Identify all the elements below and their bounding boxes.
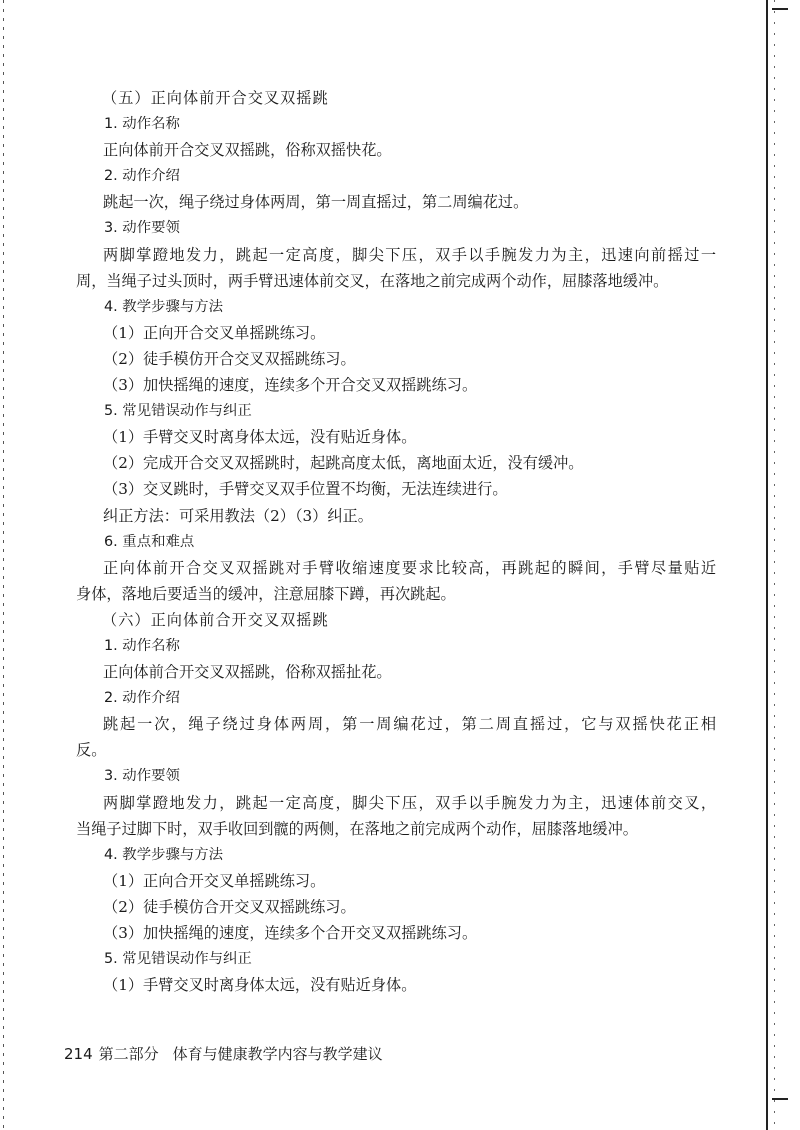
item-heading: 2. 动作介绍 xyxy=(104,168,180,185)
paragraph-line: 当绳子过脚下时，双手收回到髋的两侧，在落地之前完成两个动作，屈膝落地缓冲。 xyxy=(76,819,638,838)
step-line: （1）正向开合交叉单摇跳练习。 xyxy=(103,323,326,342)
footer-part: 第二部分 xyxy=(98,1045,159,1063)
footer-title: 体育与健康教学内容与教学建议 xyxy=(172,1045,383,1063)
item-heading: 3. 动作要领 xyxy=(104,768,180,785)
scan-edge-right-dots xyxy=(774,0,775,1130)
item-heading: 4. 教学步骤与方法 xyxy=(104,298,224,315)
step-line: （1）正向合开交叉单摇跳练习。 xyxy=(103,871,326,890)
item-heading: 3. 动作要领 xyxy=(104,220,180,237)
page-number: 214 xyxy=(64,1045,93,1063)
item-heading: 4. 教学步骤与方法 xyxy=(104,846,224,863)
item-heading: 1. 动作名称 xyxy=(104,637,180,654)
step-line: （3）加快摇绳的速度，连续多个合开交叉双摇跳练习。 xyxy=(103,924,478,942)
item-heading: 1. 动作名称 xyxy=(104,116,180,133)
paragraph-line: 正向体前合开交叉双摇跳，俗称双摇扯花。 xyxy=(103,663,392,682)
paragraph-line: 周，当绳子过头顶时，两手臂迅速体前交叉，在落地之前完成两个动作，屈膝落地缓冲。 xyxy=(76,271,669,290)
step-line: （3）交叉跳时，手臂交叉双手位置不均衡，无法连续进行。 xyxy=(103,480,508,499)
paragraph-line: 身体，落地后要适当的缓冲，注意屈膝下蹲，再次跳起。 xyxy=(76,584,456,603)
paragraph-line: 两脚掌蹬地发力，跳起一定高度，脚尖下压，双手以手腕发力为主，迅速向前摇过一 xyxy=(103,245,716,264)
item-heading: 5. 常见错误动作与纠正 xyxy=(104,403,252,420)
paragraph-line: 反。 xyxy=(76,741,107,760)
step-line: （2）完成开合交叉双摇跳时，起跳高度太低，离地面太近，没有缓冲。 xyxy=(103,454,584,473)
scan-edge-left xyxy=(3,0,4,1130)
scan-edge-right xyxy=(766,0,768,1130)
scan-tick-bottom xyxy=(772,1098,788,1100)
step-line: （2）徒手模仿合开交叉双摇跳练习。 xyxy=(103,897,356,916)
paragraph-line: 正向体前开合交叉双摇跳对手臂收缩速度要求比较高，再跳起的瞬间，手臂尽量贴近 xyxy=(103,558,716,577)
item-heading: 2. 动作介绍 xyxy=(104,690,180,707)
page-content xyxy=(76,85,716,998)
scan-tick-top xyxy=(772,8,788,10)
paragraph-line: 两脚掌蹬地发力，跳起一定高度，脚尖下压，双手以手腕发力为主，迅速体前交叉， xyxy=(103,793,716,812)
step-line: （3）加快摇绳的速度，连续多个开合交叉双摇跳练习。 xyxy=(103,376,478,395)
step-line: （2）徒手模仿开合交叉双摇跳练习。 xyxy=(103,349,356,368)
section-title: （五）正向体前开合交叉双摇跳 xyxy=(102,89,329,107)
item-heading: 6. 重点和难点 xyxy=(104,533,195,550)
correction-line: 纠正方法：可采用教法（2）（3）纠正。 xyxy=(103,506,373,525)
step-line: （1）手臂交叉时离身体太远，没有贴近身体。 xyxy=(103,428,417,447)
paragraph-line: 跳起一次，绳子绕过身体两周，第一周编花过，第二周直摇过，它与双摇快花正相 xyxy=(103,715,716,734)
step-line: （1）手臂交叉时离身体太远，没有贴近身体。 xyxy=(103,976,417,995)
page-footer xyxy=(64,1043,684,1065)
paragraph-line: 跳起一次，绳子绕过身体两周，第一周直摇过，第二周编花过。 xyxy=(103,193,529,212)
section-title: （六）正向体前合开交叉双摇跳 xyxy=(102,610,329,629)
paragraph-line: 正向体前开合交叉双摇跳，俗称双摇快花。 xyxy=(103,141,392,160)
item-heading: 5. 常见错误动作与纠正 xyxy=(104,951,252,968)
